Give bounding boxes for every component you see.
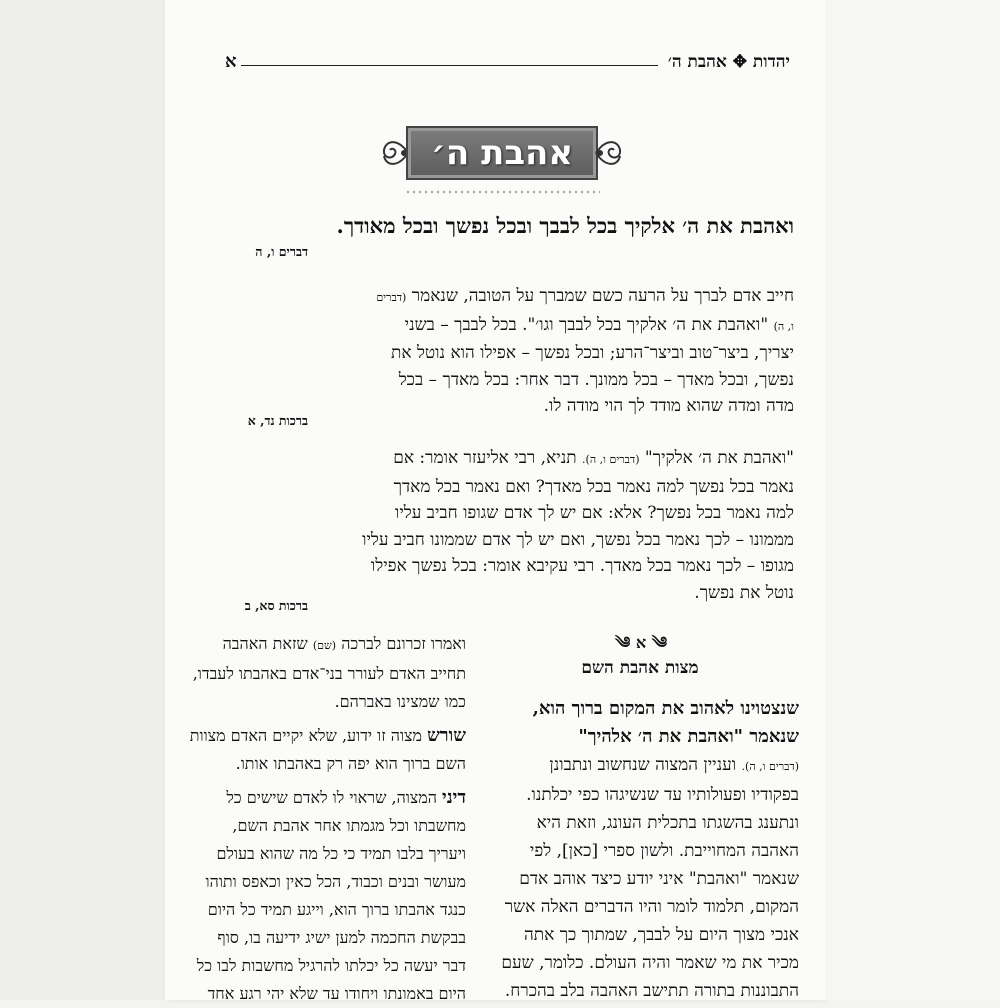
passage-berachot-54 — [228, 283, 794, 420]
left-line-1: מחשבתו וכל מגמתו אחר אהבת השם, — [232, 816, 466, 835]
mitzvah-line-7: אנכי מצוך היום על לבבך, שמתוך כך אתה — [523, 925, 799, 945]
passage2-line4: מממונו – לכך נאמר בכל נפשך, ואם יש לך אדם שממונו חביב עליו — [362, 529, 794, 550]
chapter-banner — [378, 120, 626, 186]
passage1-line3: יצריך, ביצר־טוב וביצר־הרע; ובכל נפשך – אפילו הוא נוטל את — [390, 343, 794, 363]
left-line-7: היום באמונתו ויחודו עד שלא יהי רגע אחד — [207, 984, 466, 1003]
dinei-label: דיני — [442, 787, 466, 808]
passage2-line5: מגופו – לכך נאמר בכל מאדך. רבי עקיבא אומר: בכל נפשך אפילו — [370, 556, 794, 576]
mitzvah-intro-line2: שנאמר "ואהבת את ה׳ אלהיך" — [578, 726, 799, 747]
passage1-source: ברכות נד, א — [247, 413, 308, 428]
passage1-line2: ו, ה) "ואהבת את ה׳ אלקיך בכל לבבך וגו׳". בכל לבבך – בשני — [404, 314, 794, 335]
left-intro-line1: ואמרו זכרונם לברכה (שם) שזאת האהבה — [222, 634, 466, 653]
page-gutter-left — [0, 0, 165, 1000]
mitzvah-intro-line1: שנצטוינו לאהוב את המקום ברוך הוא, — [532, 698, 799, 719]
passage2-line1: "ואהבת את ה׳ אלקיך" (דברים ו, ה). תניא, רבי אליעזר אומר: אם — [393, 448, 794, 468]
left-intro-line2: תחייב האדם לעורר בני־אדם באהבתו לעבדו, — [192, 664, 466, 683]
passage1-line5: מדה ומדה שהוא מודד לך הוי מודה לו. — [543, 396, 794, 416]
right-ornament-icon — [592, 128, 626, 178]
passage2-line6: נוטל את נפשך. — [694, 582, 794, 603]
shoresh-line1: שורש מצוה זו ידוע, שלא יקיים האדם מצוות — [189, 725, 466, 746]
shoresh-label: שורש — [427, 725, 466, 746]
passage1-line4: נפשך, ובכל מאדך – בכל ממונך. דבר אחר: בכל מאדך – בכל — [398, 369, 794, 390]
mitzvah-line-6: המקום, תלמוד לומר והיו הדברים האלה אשר — [504, 897, 799, 917]
verse-source: דברים ו, ה — [255, 244, 308, 259]
mitzvah-number-ornament: ༄ א ༄ — [615, 633, 667, 652]
mitzvah-heading: מצות אהבת השם — [581, 658, 699, 678]
left-line-3: מעושר ובנים וכבוד, הכל כאין וכאפס ותוהו — [205, 872, 466, 891]
running-head-rule — [241, 65, 658, 66]
passage2-line3: למה נאמר בכל נפשך? אלא: אם יש לך אדם שגופו חביב עליו — [394, 503, 794, 523]
passage1-line1: חייב אדם לברך על הרעה כשם שמברך על הטובה, שנאמר (דברים — [376, 286, 794, 306]
mitzvah-line-5: שנאמר "ואהבת" איני יודע כיצד אוהב אדם — [519, 869, 799, 889]
chapter-title: אהבת ה׳ — [430, 133, 574, 173]
mitzvah-line-4: האהבה המחוייבת. ולשון ספרי [כאן], לפי — [529, 841, 799, 861]
banner-dotted-rule — [405, 190, 600, 194]
running-head — [225, 42, 790, 72]
mitzvah-line-9: התבוננות בתורה תתישב האהבה בלב בהכרח. — [504, 981, 799, 1001]
dinei-line1: דיני המצוה, שראוי לו לאדם שישים כל — [226, 787, 466, 808]
mitzvah-line-2: בפקודיו ופעולותיו עד שנשיגהו כפי יכלתנו. — [526, 785, 799, 805]
left-line-2: ויעריך בלבו תמיד כי כל מה שהוא בעולם — [216, 844, 466, 863]
mitzvah-line-3: ונתענג בהשגתו בתכלית העונג, וזאת היא — [536, 813, 799, 833]
mitzvah-line-1: (דברים ו, ה). ועניין המצוה שנחשוב ונתבונן — [549, 755, 799, 775]
verse-text: ואהבת את ה׳ אלקיך בכל לבבך ובכל נפשך ובכל מאודך. — [336, 213, 794, 238]
left-line-5: בבקשת החכמה למען ישיג ידיעה בו, סוף — [217, 928, 466, 947]
left-line-4: כנגד אהבתו ברוך הוא, וייגע תמיד כל היום — [207, 900, 466, 919]
mitzvah-line-8: מכיר את מי שאמר והיה העולם. כלומר, שעם — [501, 953, 799, 973]
passage2-source: ברכות סא, ב — [244, 598, 308, 613]
mitzvah-column-right — [483, 695, 799, 1005]
page-margin-right — [825, 0, 1000, 1000]
passage-berachot-61 — [228, 445, 794, 606]
passage2-line2: נאמר בכל נפשך למה נאמר בכל מאדך? ואם נאמר בכל מאדך — [393, 476, 794, 497]
left-line-6: דבר יעשה כל יכלתו להרגיל מחשבות לבו כל — [196, 956, 466, 975]
mitzvah-column-left — [178, 630, 466, 1008]
page-letter: א — [225, 51, 237, 72]
left-intro-line3: כמו שמצינו באברהם. — [334, 692, 466, 711]
shoresh-line2: השם ברוך הוא יפה רק באהבתו אותו. — [235, 754, 466, 773]
running-head-title: יהדות ✥ אהבת ה׳ — [667, 52, 790, 72]
